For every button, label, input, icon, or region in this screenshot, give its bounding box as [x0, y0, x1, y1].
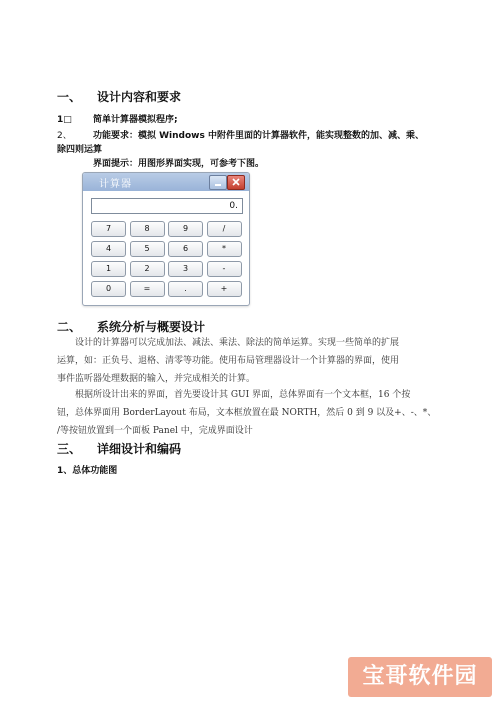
section-2-title: 系统分析与概要设计 [97, 320, 206, 334]
section-1-title: 设计内容和要求 [97, 90, 182, 104]
paragraph-2-line-2: 钮，总体界面用 BorderLayout 布局，文本框放置在最 NORTH，然后 0 到 9 以及+、-、*、 [57, 408, 437, 418]
paragraph-1-line-2: 运算，如：正负号、退格、清零等功能。使用布局管理器设计一个计算器的界面，使用 [57, 356, 400, 366]
paragraph-2-line-3: /等按钮放置到一个面板 Panel 中，完成界面设计 [57, 426, 253, 436]
section-3-number: 三、 [57, 442, 82, 456]
key-button[interactable]: - [207, 261, 242, 277]
key-button[interactable]: + [207, 281, 242, 297]
key-button[interactable]: 8 [130, 221, 165, 237]
item-1-text: 简单计算器模拟程序; [93, 115, 178, 125]
calculator-titlebar [83, 173, 249, 191]
section-2-heading [57, 318, 205, 335]
key-button[interactable]: 6 [168, 241, 203, 257]
close-icon [232, 178, 240, 186]
section-1-number: 一、 [57, 90, 82, 104]
watermark-logo: 宝哥软件园 [348, 657, 492, 697]
key-button[interactable]: * [207, 241, 242, 257]
section-2-paragraph-1 [57, 334, 399, 388]
key-button[interactable]: 2 [130, 261, 165, 277]
item-1 [57, 112, 178, 125]
key-button[interactable]: 0 [91, 281, 126, 297]
key-button[interactable]: 1 [91, 261, 126, 277]
key-button[interactable]: = [130, 281, 165, 297]
section-2-number: 二、 [57, 320, 82, 334]
item-2-number: 2、 [57, 131, 72, 141]
section-3-subheading-1: 1、总体功能图 [57, 466, 118, 476]
item-2-line-1: 功能要求：模拟 Windows 中附件里面的计算器软件，能实现整数的加、减、乘、 [93, 131, 424, 141]
paragraph-1-line-1: 设计的计算器可以完成加法、减法、乘法、除法的简单运算。实现一些简单的扩展 [75, 338, 400, 348]
paragraph-2-line-1: 根据所设计出来的界面，首先要设计其 GUI 界面，总体界面有一个文本框，16 个按 [75, 390, 411, 400]
item-1-number: 1□ [57, 115, 72, 125]
calculator-window [82, 172, 250, 306]
key-button[interactable]: 9 [168, 221, 203, 237]
section-3-heading [57, 440, 181, 457]
key-button[interactable]: 5 [130, 241, 165, 257]
key-button[interactable]: . [168, 281, 203, 297]
item-2-line-3: 界面提示：用图形界面实现，可参考下图。 [93, 159, 265, 169]
item-2-line-2: 除四则运算 [57, 145, 103, 155]
minimize-button[interactable] [209, 175, 227, 190]
item-2 [57, 128, 424, 141]
calculator-title: 计算器 [99, 179, 132, 190]
section-3-title: 详细设计和编码 [97, 442, 182, 456]
key-button[interactable]: 3 [168, 261, 203, 277]
section-1-heading [57, 88, 181, 105]
key-button[interactable]: 7 [91, 221, 126, 237]
minimize-icon [215, 184, 221, 186]
section-2-paragraph-2 [57, 386, 436, 440]
calculator-display[interactable]: 0. [91, 198, 243, 214]
key-button[interactable]: 4 [91, 241, 126, 257]
close-button[interactable] [227, 175, 245, 190]
paragraph-1-line-3: 事件监听器处理数据的输入，并完成相关的计算。 [57, 374, 256, 384]
key-button[interactable]: / [207, 221, 242, 237]
